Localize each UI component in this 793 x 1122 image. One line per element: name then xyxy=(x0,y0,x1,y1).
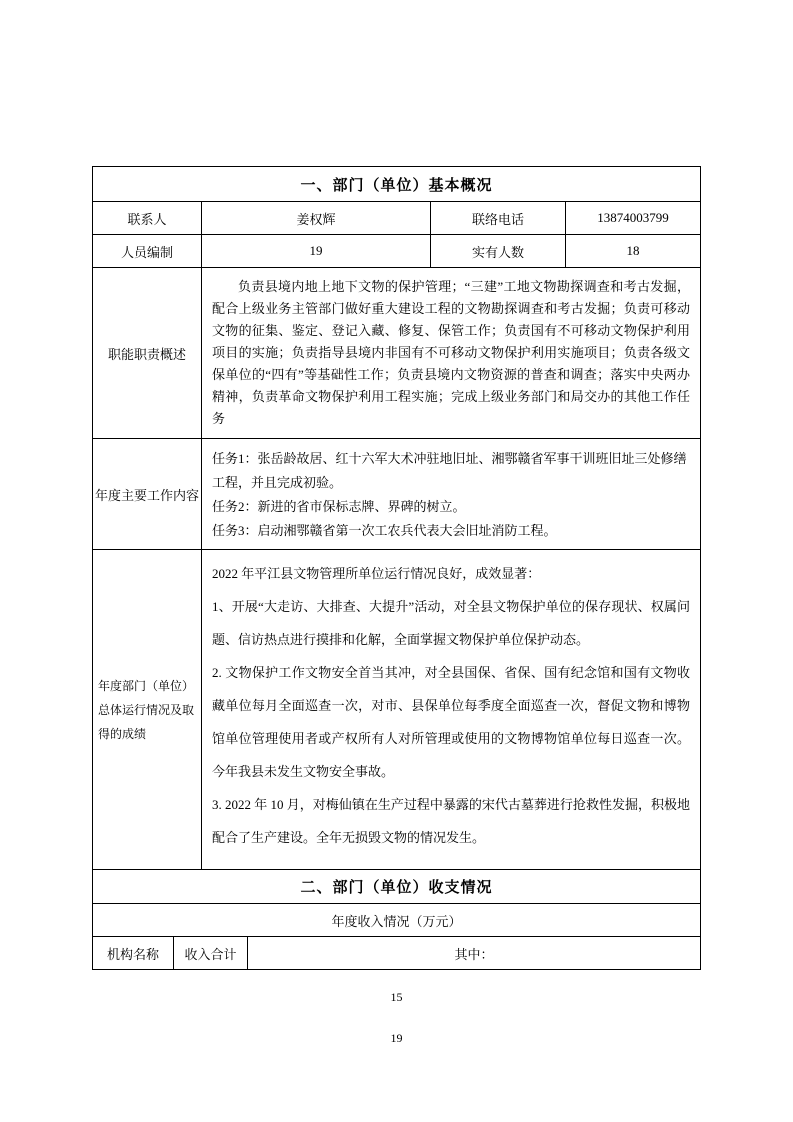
operation-summary-row xyxy=(93,549,700,869)
task-1: 任务1：张岳龄故居、红十六军大术冲驻地旧址、湘鄂赣省军事干训班旧址三处修缮工程，并且完成初验。 xyxy=(212,451,687,490)
department-overview-table xyxy=(92,166,701,970)
duties-content-cell xyxy=(201,268,700,438)
duties-text: 负责县境内地上地下文物的保护管理；“三建”工地文物勘探调查和考古发掘，配合上级业务主管部门做好重大建设工程的文物勘探调查和考古发掘；负责可移动文物的征集、鉴定、登记入藏、修复、保管工作；负责国有不可移动文物保护利用项目的实施；负责指导县境内非国有不可移动文物保护利用实施项目；负责各级文保单位的“四有”等基础性工作；负责县境内文物资源的普查和调查；落实中央两办精神，负责革命文物保护利用工程实施；完成上级业务部门和局交办的其他工作任务 xyxy=(212,279,690,426)
income-header-row xyxy=(93,936,700,969)
operation-summary-label: 年度部门（单位）总体运行情况及取得的成绩 xyxy=(98,678,195,741)
phone-label: 联络电话 xyxy=(430,202,565,234)
annual-tasks-label: 年度主要工作内容 xyxy=(94,487,199,503)
org-name-header: 机构名称 xyxy=(106,946,159,962)
operation-paragraph-intro: 2022 年平江县文物管理所单位运行情况良好，成效显著： xyxy=(212,566,541,581)
income-among-header: 其中： xyxy=(247,937,700,969)
section2-title: 二、部门（单位）收支情况 xyxy=(93,869,700,903)
actual-headcount-label: 实有人数 xyxy=(430,235,565,267)
operation-paragraph-2: 2. 文物保护工作文物安全首当其冲，对全县国保、省保、国有纪念馆和国有文物收藏单位每月全面巡查一次，对市、县保单位每季度全面巡查一次，督促文物和博物馆单位管理使用者或产权所有人对所管理或使用的文物博物馆单位每日巡查一次。今年我县未发生文物安全事故。 xyxy=(212,665,690,779)
annual-tasks-row xyxy=(93,438,700,549)
footer-number-top: 15 xyxy=(390,990,403,1004)
contact-value: 姜权辉 xyxy=(201,202,430,234)
contact-row xyxy=(93,201,700,234)
duties-row xyxy=(93,267,700,438)
footer-number-bottom: 19 xyxy=(390,1031,403,1045)
operation-summary-content-cell xyxy=(201,550,700,869)
operation-paragraph-3: 3. 2022 年 10 月，对梅仙镇在生产过程中暴露的宋代古墓葬进行抢救性发掘，积极地配合了生产建设。全年无损毁文物的情况发生。 xyxy=(212,797,690,845)
staffing-row xyxy=(93,234,700,267)
phone-value: 13874003799 xyxy=(565,202,700,234)
staffing-label: 人员编制 xyxy=(120,244,173,260)
task-2: 任务2：新进的省市保标志牌、界碑的树立。 xyxy=(212,499,466,514)
duties-label: 职能职责概述 xyxy=(107,346,186,362)
actual-headcount-value: 18 xyxy=(565,235,700,267)
section1-title: 一、部门（单位）基本概况 xyxy=(300,177,493,194)
staffing-value: 19 xyxy=(201,235,430,267)
income-total-header: 收入合计 xyxy=(173,937,247,969)
income-section-title: 年度收入情况（万元） xyxy=(93,903,700,936)
task-3: 任务3：启动湘鄂赣省第一次工农兵代表大会旧址消防工程。 xyxy=(212,523,557,538)
annual-tasks-content-cell xyxy=(201,439,700,549)
contact-label: 联系人 xyxy=(127,211,167,227)
operation-paragraph-1: 1、开展“大走访、大排查、大提升”活动，对全县文物保护单位的保存现状、权属问题、信访热点进行摸排和化解，全面掌握文物保护单位保护动态。 xyxy=(212,599,690,647)
